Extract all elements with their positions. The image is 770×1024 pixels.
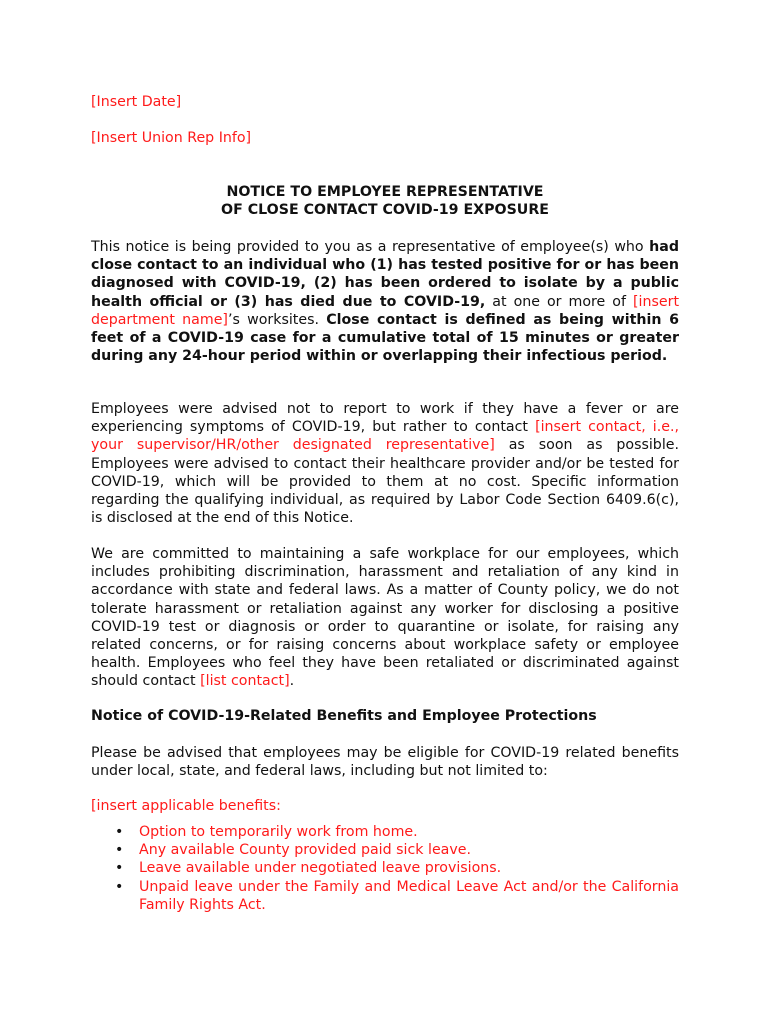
- date-placeholder: [Insert Date]: [91, 94, 182, 110]
- benefit-text: Option to temporarily work from home.: [139, 824, 418, 840]
- notice-after-dept: ’s worksites.: [227, 311, 327, 328]
- title-line-2: OF CLOSE CONTACT COVID-19 EXPOSURE: [221, 202, 549, 219]
- notice-mid: at one or more of: [485, 293, 634, 310]
- benefit-text: Unpaid leave under the Family and Medical Leave Act and/or the California Family Rights Act.: [139, 878, 679, 913]
- notice-bold-conditions: had close contact to an individual who (1) has tested positive for or has been diagnosed with COVID-19, (2) has been ordered to isolate by a public health official or (3) has died due to COVID-19,: [91, 239, 679, 310]
- bullet-icon: •: [115, 860, 124, 877]
- close-contact-definition: Close contact is defined as being within 6 feet of a COVID-19 case for a cumulative total of 15 minutes or greater during any 24-hour period within or overlapping their infectious period.: [91, 311, 680, 365]
- benefit-text: Leave available under negotiated leave provisions.: [139, 860, 502, 877]
- contact-placeholder: [insert contact, i.e., your supervisor/HR/other designated representative]: [91, 419, 679, 454]
- benefit-item-fmla-cfra: [91, 878, 679, 914]
- benefits-list: [91, 823, 679, 914]
- department-placeholder: [insert department name]: [91, 293, 680, 328]
- title-line-1: NOTICE TO EMPLOYEE REPRESENTATIVE: [226, 184, 544, 200]
- benefit-item-work-from-home: [91, 823, 679, 841]
- bullet-icon: •: [115, 824, 124, 840]
- bullet-icon: •: [115, 842, 124, 859]
- document-title: [91, 183, 679, 219]
- notice-paragraph: [91, 238, 679, 365]
- anti-retaliation-end: .: [289, 673, 295, 690]
- benefits-placeholder: [insert applicable benefits:: [91, 798, 281, 814]
- benefits-section-heading: Notice of COVID-19-Related Benefits and Employee Protections: [91, 708, 597, 724]
- symptoms-paragraph: [91, 400, 679, 527]
- anti-retaliation-paragraph: [91, 545, 679, 691]
- bullet-icon: •: [115, 878, 124, 895]
- benefit-text: Any available County provided paid sick leave.: [139, 842, 471, 859]
- benefit-item-paid-sick-leave: [91, 841, 679, 859]
- anti-retaliation-text: We are committed to maintaining a safe workplace for our employees, which includes prohibiting discrimination, harassment and retaliation of any kind in accordance with state and federal laws. As a matter of County policy, we do not tolerate harassment or retaliation against any worker for disclosing a positive COVID-19 test or diagnosis or order to quarantine or isolate, for raising any related concerns, or for raising concerns about workplace safety or employee health. Employees who feel they have been retaliated or discriminated against should contact: [91, 546, 679, 690]
- benefits-intro-paragraph: Please be advised that employees may be eligible for COVID-19 related benefits under local, state, and federal laws, including but not limited to:: [91, 745, 679, 780]
- list-contact-placeholder: [list contact]: [200, 673, 290, 690]
- benefit-item-negotiated-leave: [91, 859, 679, 877]
- symptoms-end: as soon as possible. Employees were advised to contact their healthcare provider and/or be tested for COVID-19, which will be provided to them at no cost. Specific information regarding the qualifying individual, as required by Labor Code Section 6409.6(c), is disclosed at the end of this Notice.: [91, 437, 679, 527]
- symptoms-start: Employees were advised not to report to work if they have a fever or are experiencing symptoms of COVID-19, but rather to contact: [91, 401, 679, 436]
- notice-intro: This notice is being provided to you as a representative of employee(s) who: [91, 239, 650, 255]
- union-rep-placeholder: [Insert Union Rep Info]: [91, 130, 252, 146]
